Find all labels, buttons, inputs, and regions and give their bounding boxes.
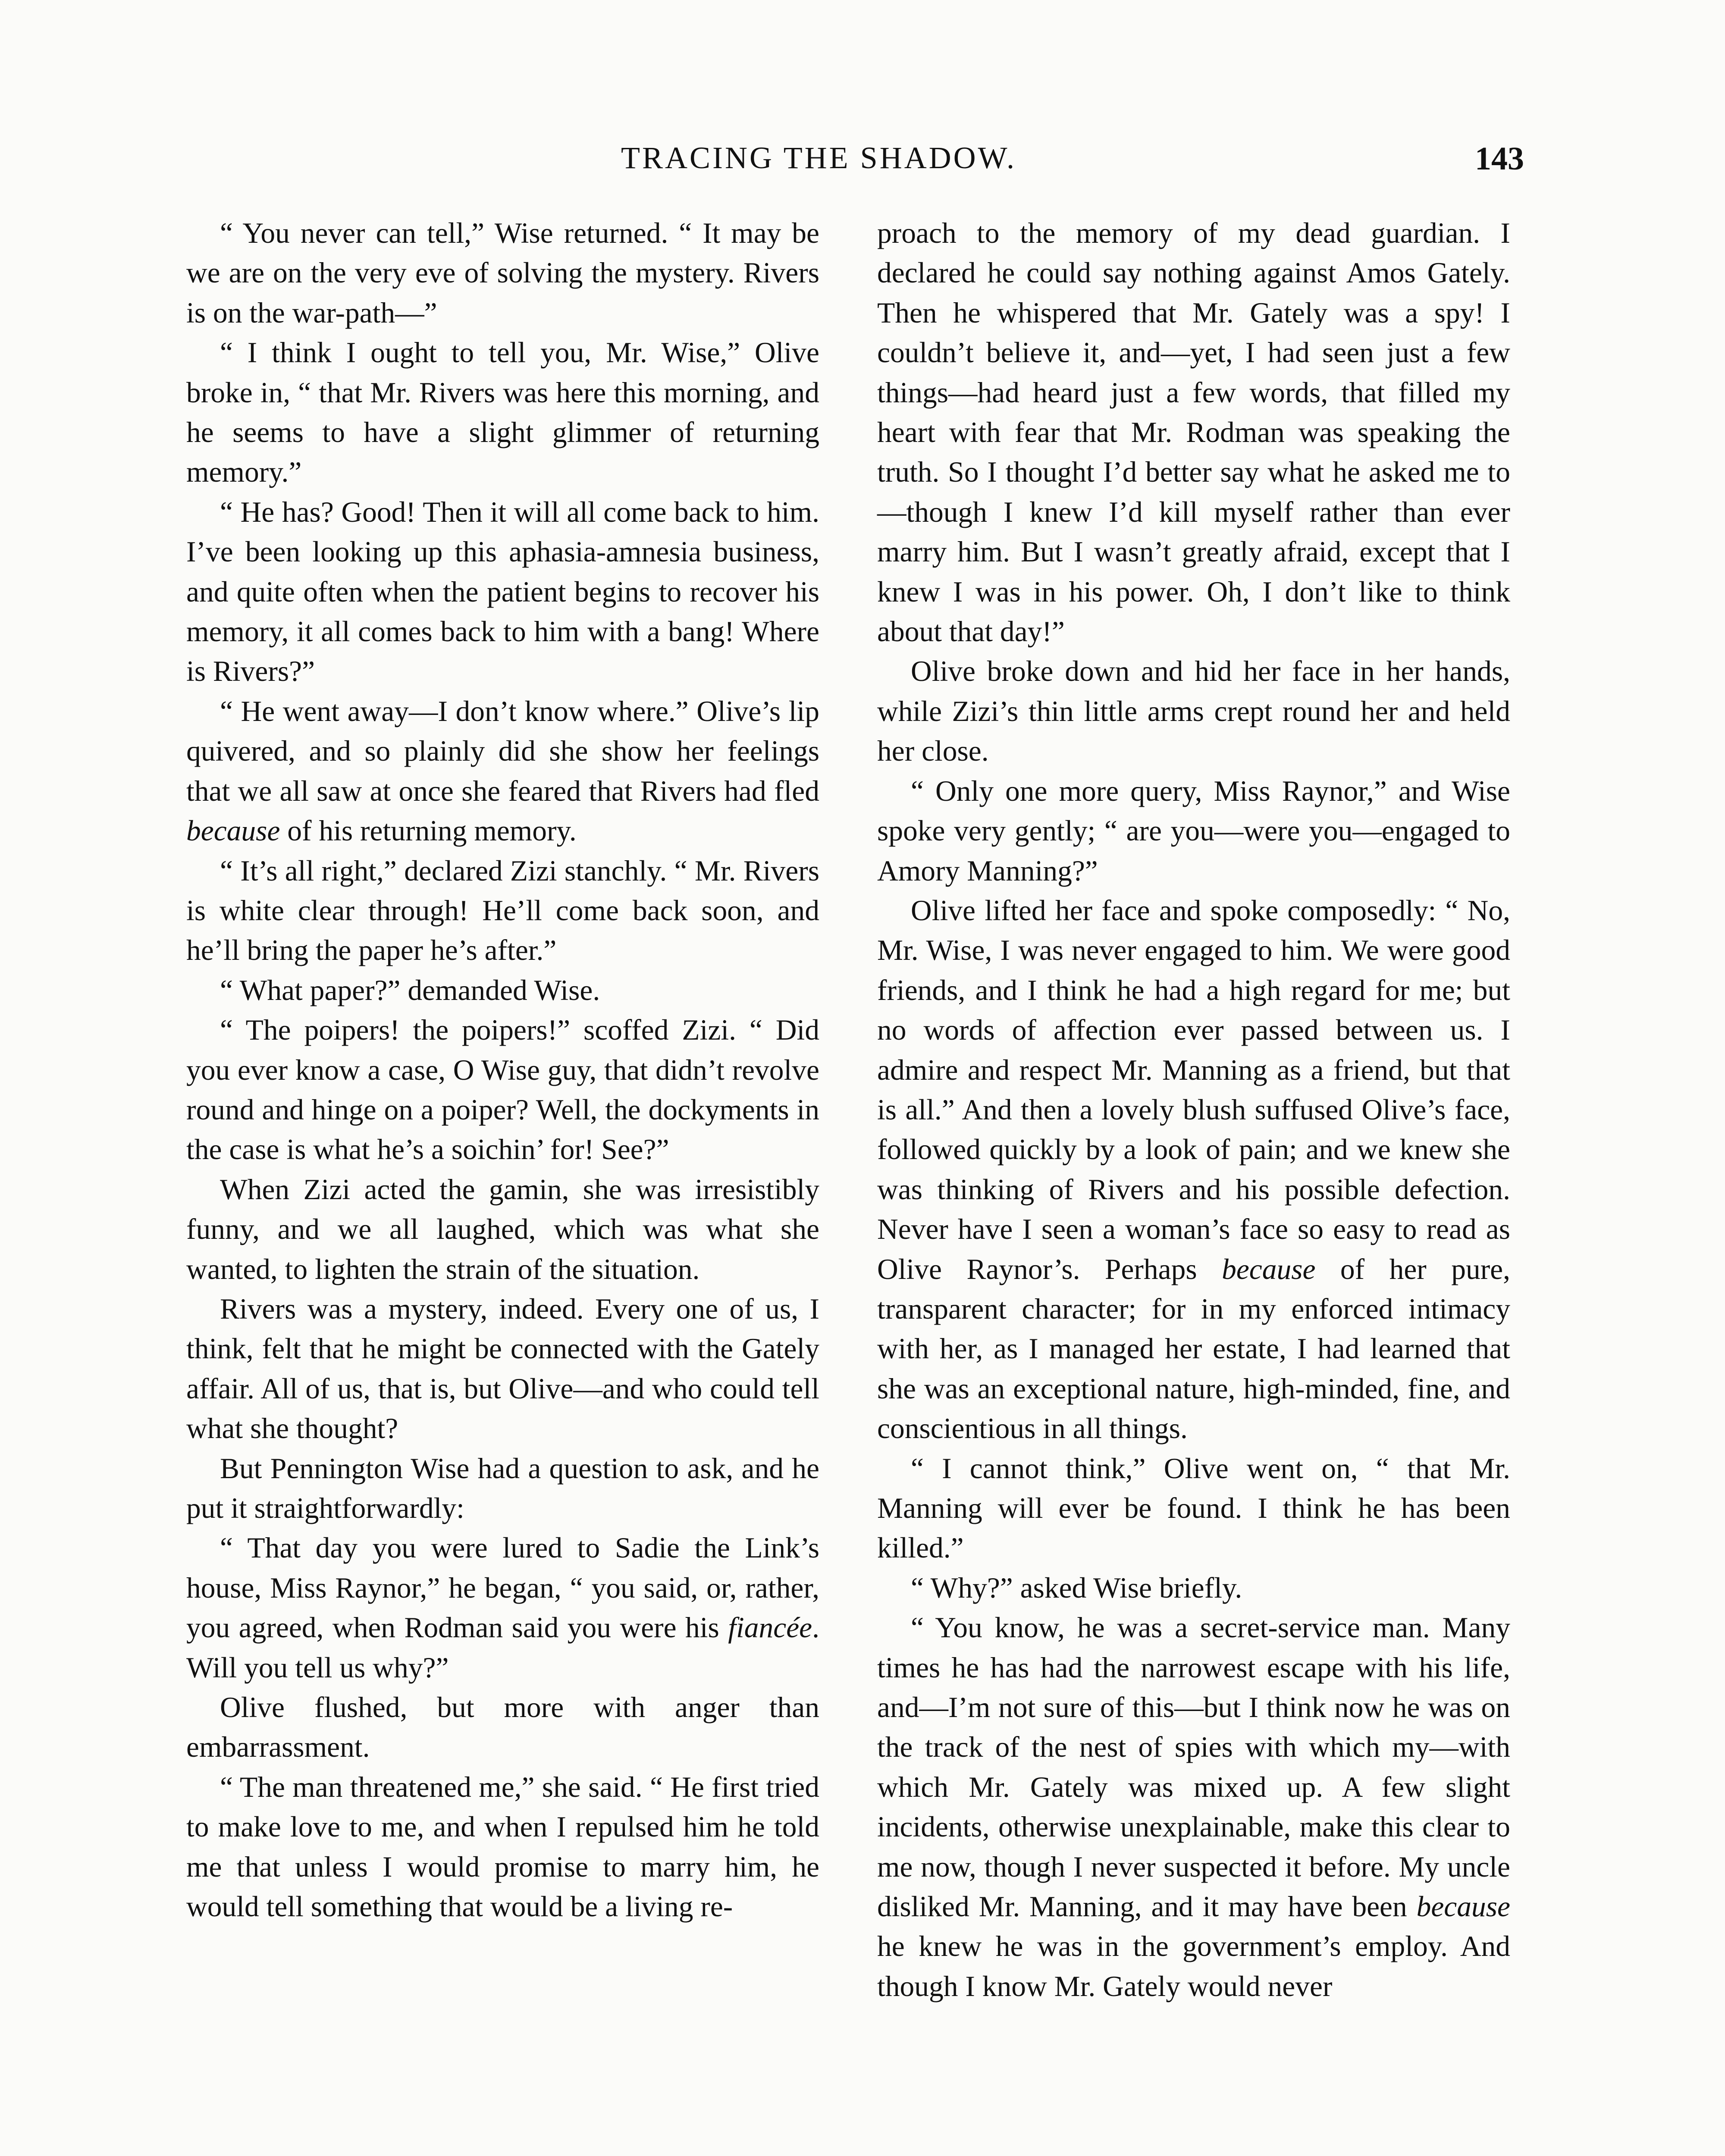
paragraph: “ He went away—I don’t know where.” Olive’s lip quivered, and so plainly did she show her feelings that we all saw at once she feared that Rivers had fled because of his returning memory. <box>186 695 819 847</box>
paragraph: But Pennington Wise had a question to ask, and he put it straightforwardly: <box>186 1452 819 1524</box>
paragraph: Rivers was a mystery, indeed. Every one of us, I think, felt that he might be connected with the Gately affair. All of us, that is, but Olive—and who could tell what she thought? <box>186 1292 819 1445</box>
paragraph: “ That day you were lured to Sadie the Link’s house, Miss Raynor,” he began, “ you said, or, rather, you agreed, when Rodman said you were his fiancée. Will you tell us why?” <box>186 1532 819 1684</box>
paragraph: “ The poipers! the poipers!” scoffed Zizi. “ Did you ever know a case, O Wise guy, that didn’t revolve round and hinge on a poiper? Well, the dockyments in the case is what he’s a soichin’ for! See?” <box>186 1014 819 1166</box>
page-number: 143 <box>1475 141 1524 177</box>
running-title: TRACING THE SHADOW. <box>621 141 1017 175</box>
paragraph: “ What paper?” demanded Wise. <box>220 974 600 1006</box>
paragraph: “ It’s all right,” declared Zizi stanchly. “ Mr. Rivers is white clear through! He’ll come back soon, and he’ll bring the paper he’s after.” <box>186 854 819 967</box>
paragraph: “ Only one more query, Miss Raynor,” and Wise spoke very gently; “ are you—were you—engaged to Amory Manning?” <box>877 774 1510 887</box>
paragraph: Olive broke down and hid her face in her hands, while Zizi’s thin little arms crept round her and held her close. <box>877 655 1510 768</box>
paragraph: “ He has? Good! Then it will all come back to him. I’ve been looking up this aphasia-amnesia business, and quite often when the patient begins to recover his memory, it all comes back to him with a bang! Where is Rivers?” <box>186 495 819 688</box>
paragraph: “ I cannot think,” Olive went on, “ that Mr. Manning will ever be found. I think he has been killed.” <box>877 1452 1510 1564</box>
paragraph: Olive lifted her face and spoke composedly: “ No, Mr. Wise, I was never engaged to him. We were good friends, and I think he had a high regard for me; but no words of affection ever passed between us. I admire and respect Mr. Manning as a friend, but that is all.” And then a lovely blush suffused Olive’s face, followed quickly by a look of pain; and we knew she was thinking of Rivers and his possible defection. Never have I seen a woman’s face so easy to read as Olive Raynor’s. Perhaps because of her pure, transparent character; for in my enforced intimacy with her, as I managed her estate, I had learned that she was an exceptional nature, high-minded, fine, and conscientious in all things. <box>877 894 1511 1445</box>
paragraph: “ I think I ought to tell you, Mr. Wise,” Olive broke in, “ that Mr. Rivers was here this morning, and he seems to have a slight glimmer of returning memory.” <box>186 336 819 489</box>
paragraph: “ You know, he was a secret-service man. Many times he has had the narrowest escape with his life, and—I’m not sure of this—but I think now he was on the track of the nest of spies with which my—with which Mr. Gately was mixed up. A few slight incidents, otherwise unexplainable, make this clear to me now, though I never suspected it before. My uncle disliked Mr. Manning, and it may have been because he knew he was in the government’s employ. And though I know Mr. Gately would never <box>877 1611 1510 2002</box>
left-column <box>186 213 819 1927</box>
paragraph: Olive flushed, but more with anger than embarrassment. <box>186 1691 819 1764</box>
paragraph: “ Why?” asked Wise briefly. <box>911 1571 1242 1604</box>
paragraph: “ The man threatened me,” she said. “ He first tried to make love to me, and when I repulsed him he told me that unless I would promise to marry him, he would tell something that would be a living re- <box>186 1771 819 1923</box>
page-header <box>0 140 1725 188</box>
right-column <box>877 213 1510 2006</box>
paragraph: “ You never can tell,” Wise returned. “ It may be we are on the very eve of solving the mystery. Rivers is on the war-path—” <box>186 217 819 329</box>
paragraph-continued: proach to the memory of my dead guardian. I declared he could say nothing against Amos Gately. Then he whispered that Mr. Gately was a spy! I couldn’t believe it, and—yet, I had seen just a few things—had heard just a few words, that filled my heart with fear that Mr. Rodman was speaking the truth. So I thought I’d better say what he asked me to—though I knew I’d kill myself rather than ever marry him. But I wasn’t greatly afraid, except that I knew I was in his power. Oh, I don’t like to think about that day!” <box>877 217 1510 648</box>
paragraph: When Zizi acted the gamin, she was irresistibly funny, and we all laughed, which was what she wanted, to lighten the strain of the situation. <box>186 1173 819 1285</box>
